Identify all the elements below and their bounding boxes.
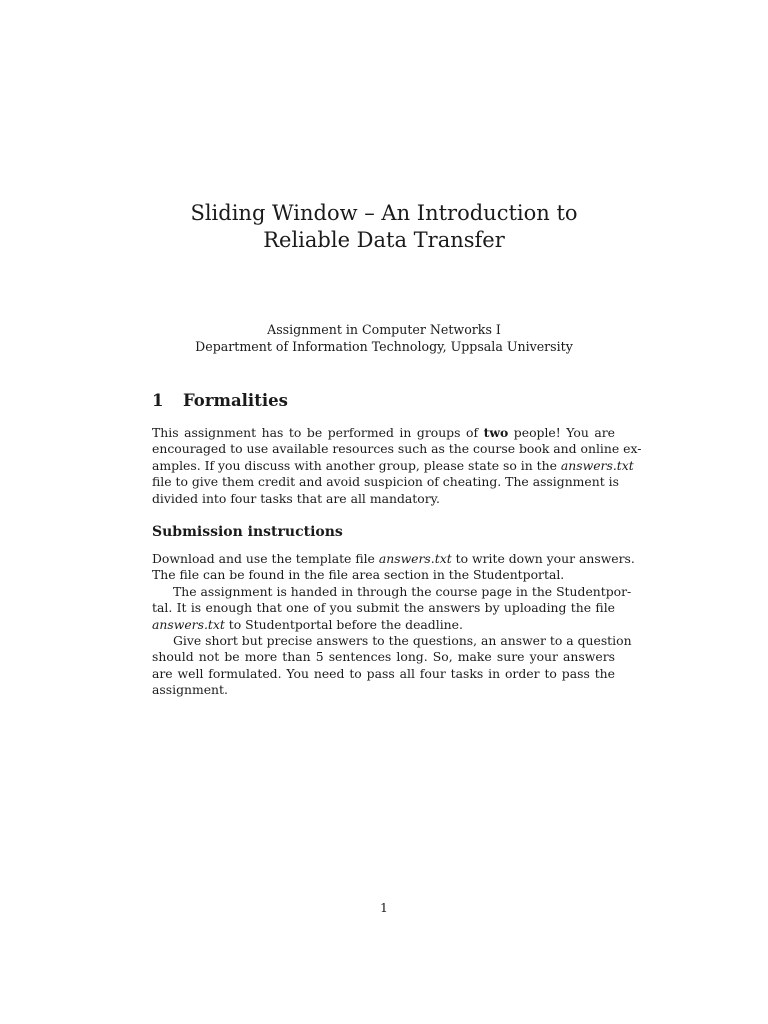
section-heading-formalities (152, 391, 288, 410)
submission-line (152, 551, 635, 567)
submission-paragraph (152, 551, 635, 699)
text-run: to Studentportal before the deadline. (224, 616, 463, 632)
document-affiliation (100, 321, 668, 355)
formalities-line (152, 425, 615, 441)
formalities-line: divided into four tasks that are all mandatory. (152, 490, 440, 506)
page-number: 1 (380, 900, 388, 915)
affiliation-department: Department of Information Technology, Uppsala University (195, 339, 573, 354)
emphasis-bold: two (483, 425, 509, 440)
text-run: Download and use the template file (152, 551, 379, 566)
title-line-2: Reliable Data Transfer (263, 228, 505, 252)
filename-emphasis: answers.txt (560, 457, 634, 473)
affiliation-course: Assignment in Computer Networks I (267, 322, 501, 337)
submission-line: assignment. (152, 682, 228, 698)
document-title (100, 200, 668, 254)
formalities-line (152, 457, 634, 474)
formalities-line: file to give them credit and avoid suspicion of cheating. The assignment is (152, 474, 619, 490)
submission-line: tal. It is enough that one of you submit the answers by uploading the file (152, 600, 615, 616)
filename-emphasis: answers.txt (378, 551, 452, 566)
subsection-heading-submission: Submission instructions (152, 524, 343, 540)
submission-line (152, 617, 615, 633)
filename-emphasis: answers.txt (152, 616, 225, 632)
formalities-paragraph (152, 425, 642, 507)
submission-line: Give short but precise answers to the questions, an answer to a question (173, 633, 632, 649)
submission-line: The assignment is handed in through the course page in the Studentpor- (173, 583, 632, 599)
text-run: This assignment has to be performed in groups of (152, 425, 484, 440)
section-number: 1 (152, 391, 164, 410)
section-title: Formalities (183, 391, 288, 410)
text-run: to write down your answers. (451, 551, 635, 566)
submission-line: should not be more than 5 sentences long. So, make sure your answers (152, 649, 615, 665)
title-line-1: Sliding Window – An Introduction to (190, 201, 578, 225)
text-run: amples. If you discuss with another group, please state so in the (152, 457, 561, 473)
submission-line: are well formulated. You need to pass all four tasks in order to pass the (152, 665, 615, 681)
formalities-line: encouraged to use available resources such as the course book and online ex- (152, 441, 642, 457)
text-run: people! You are (508, 425, 615, 440)
submission-line: The file can be found in the file area section in the Studentportal. (152, 567, 565, 583)
